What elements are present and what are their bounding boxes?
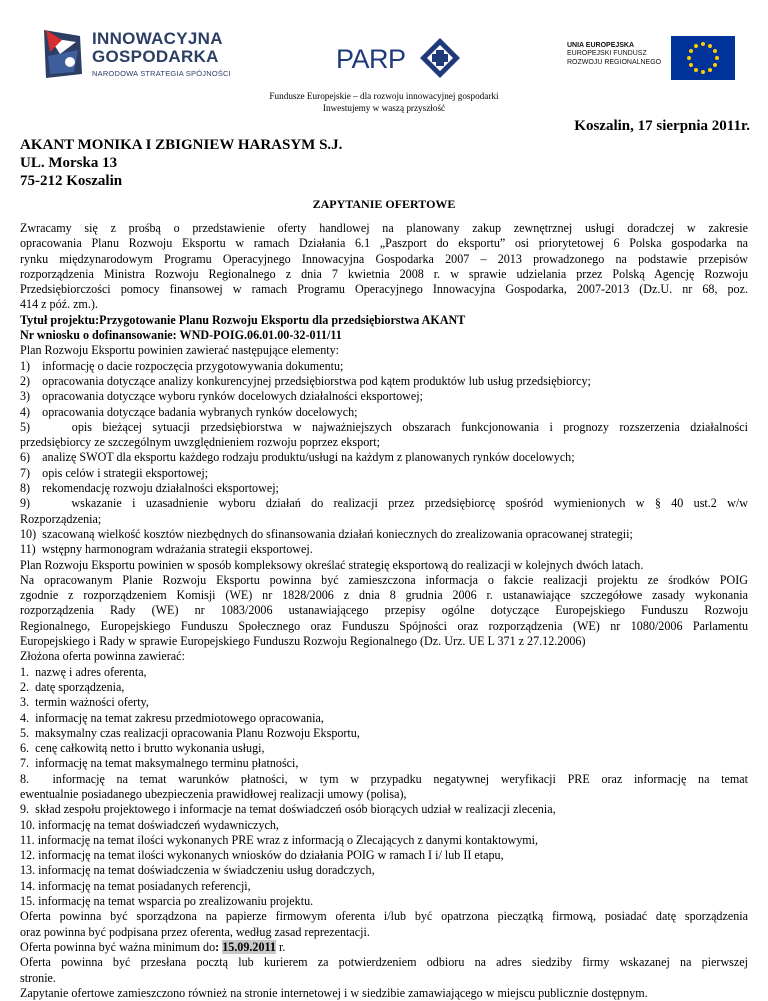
info-line: Europejskiego i Rady w sprawie Europejskiego Funduszu Rozwoju Regionalnego (Dz. Urz. UE L 371 z 27.12.2006)	[20, 634, 586, 649]
company-name: AKANT MONIKA I ZBIGNIEW HARASYM S.J.	[20, 137, 343, 153]
ig-logo-line1: INNOWACYJNA	[92, 29, 223, 48]
closing-line: stronie.	[20, 970, 56, 985]
document-date: Koszalin, 17 sierpnia 2011r.	[574, 118, 750, 134]
ig-logo-line3: NARODOWA STRATEGIA SPÓJNOŚCI	[92, 69, 231, 78]
document-body	[20, 221, 748, 1001]
offer-item: ewentualnie posiadanego ubezpieczenia prawidłowej realizacji umowy (polisa),	[20, 786, 407, 801]
eu-logo-line1: UNIA EUROPEJSKA	[567, 42, 635, 49]
ig-logo-mark-icon	[40, 28, 86, 80]
intro-line: rozporządzenia Ministra Rozwoju Regionalnego z dnia 7 kwietnia 2008 r. w sprawie udzielania przez Polską Agencję Rozwoju	[20, 266, 748, 281]
plan-intro: Plan Rozwoju Eksportu powinien zawierać następujące elementy:	[20, 343, 340, 358]
offer-item: 1. nazwę i adres oferenta,	[20, 664, 147, 679]
offer-item: 4. informację na temat zakresu przedmiotowego opracowania,	[20, 710, 324, 725]
validity-colon: :	[215, 939, 223, 954]
plan-item: 1) informację o dacie rozpoczęcia przygotowywania dokumentu;	[20, 358, 344, 373]
plan-item: 6) analizę SWOT dla eksportu każdego rodzaju produktu/usługi na każdym z planowanych rynków docelowych;	[20, 450, 575, 465]
plan-item: 2) opracowania dotyczące analizy konkurencyjnej przedsiębiorstwa pod kątem produktów lub usług przedsiębiorcy;	[20, 373, 591, 388]
closing-line: Zapytanie ofertowe zamieszczono również na stronie internetowej i w siedzibie zamawiającego w miejscu publicznie dostępnym.	[20, 985, 648, 1000]
plan-item: 5) opis bieżącej sytuacji przedsiębiorstwa w najważniejszych obszarach funkcjonowania i prognozy rozszerzenia działalności	[20, 419, 748, 434]
offer-item: 3. termin ważności oferty,	[20, 695, 149, 710]
info-line: Na opracowanym Planie Rozwoju Eksportu powinna być zamieszczona informacja o fakcie realizacji projektu ze środków POIG	[20, 572, 748, 587]
closing-line: oraz powinna być podpisana przez oferenta, według zasad reprezentacji.	[20, 924, 370, 939]
intro-line: 414 z póź. zm.).	[20, 297, 98, 312]
offer-item: 2. datę sporządzenia,	[20, 679, 125, 694]
plan-item: 7) opis celów i strategii eksportowej;	[20, 465, 209, 480]
plan-item: 3) opracowania dotyczące wyboru rynków docelowych działalności eksportowej;	[20, 389, 423, 404]
parp-logo-text: PARP	[336, 44, 406, 74]
info-line: rozporządzenia Rady (WE) nr 1083/2006 ustanawiającego przepisy ogólne dotyczące Europejskiego Funduszu Rozwoju	[20, 603, 748, 618]
info-line: zgodnie z rozporządzeniem Komisji (WE) nr 1828/2006 z dnia 8 grudnia 2006 r. ustanawiające szczegółowe zasady wykonania	[20, 588, 748, 603]
info-line: Regionalnego, Europejskiego Funduszu Społecznego oraz Funduszu Spójności oraz rozporządzenia (WE) nr 1080/2006 Parlamentu	[20, 618, 748, 633]
application-number: Nr wniosku o dofinansowanie: WND-POIG.06.01.00-32-011/11	[20, 328, 342, 343]
funds-slogan-line1: Fundusze Europejskie – dla rozwoju innowacyjnej gospodarki	[269, 91, 499, 101]
document-title: ZAPYTANIE OFERTOWE	[312, 197, 456, 211]
closing-line: Oferta powinna być przesłana pocztą lub kurierem za potwierdzeniem odbioru na adres siedziby firmy wskazanej na pierwszej	[20, 955, 748, 970]
parp-logo	[336, 38, 466, 78]
intro-line: Zwracamy się z prośbą o przedstawienie oferty handlowej na planowany zakup zewnętrznej usługi doradczej w zakresie	[20, 221, 748, 235]
validity-suffix: r.	[275, 939, 286, 954]
ig-logo-line2: GOSPODARKA	[92, 47, 219, 66]
validity-line	[20, 940, 748, 955]
intro-line: rynku międzynarodowym Programu Operacyjnego Innowacyjna Gospodarka 2007 – 2013 prowadzonego na podstawie przepisów	[20, 251, 748, 266]
validity-date: 15.09.2011	[222, 939, 276, 954]
company-address	[20, 136, 342, 190]
plan-item: 4) opracowania dotyczące badania wybranych rynków docelowych;	[20, 404, 358, 419]
plan-item: Rozporządzenia;	[20, 511, 102, 526]
offer-item: 13. informację na temat doświadczenia w świadczeniu usług doradczych,	[20, 863, 375, 878]
company-street: UL. Morska 13	[20, 155, 118, 171]
eu-logo	[567, 36, 737, 82]
offer-item: 12. informację na temat ilości wykonanych wniosków do działania POIG w ramach I i/ lub II etapu,	[20, 848, 504, 863]
page-header	[0, 0, 768, 120]
eu-logo-line2: EUROPEJSKI FUNDUSZ	[567, 50, 647, 57]
offer-item: 8. informację na temat warunków płatności, w tym w przypadku negatywnej weryfikacji PRE oraz informację na temat	[20, 771, 748, 786]
plan-item: 9) wskazanie i uzasadnienie wyboru działań do realizacji przez przedsiębiorcę spośród wymienionych w § 40 ust.2 w/w	[20, 496, 748, 511]
closing-line: Oferta powinna być sporządzona na papierze firmowym oferenta i/lub być opatrzona pieczątką firmową, posiadać datę sporządzenia	[20, 909, 748, 924]
validity-prefix: Oferta powinna być ważna minimum do	[20, 939, 216, 954]
offer-item: 9. skład zespołu projektowego i informacje na temat doświadczeń osób biorących udział w realizacji zlecenia,	[20, 802, 556, 817]
offer-item: 10. informację na temat doświadczeń wydawniczych,	[20, 817, 279, 832]
intro-line: opracowania Planu Rozwoju Eksportu w ramach Działania 6.1 „Paszport do eksportu” osi priorytetowej 6 Polska gospodarka na	[20, 236, 748, 251]
company-city: 75-212 Koszalin	[20, 173, 123, 189]
plan-item: 10) szacowaną wielkość kosztów niezbędnych do sfinansowania działań koniecznych do zrealizowania opracowanej strategii;	[20, 526, 633, 541]
eu-logo-line3: ROZWOJU REGIONALNEGO	[567, 59, 662, 66]
offer-item: 11. informację na temat ilości wykonanych PRE wraz z informacją o Zlecających z danymi kontaktowymi,	[20, 832, 539, 847]
offer-item: 7. informację na temat maksymalnego terminu płatności,	[20, 756, 299, 771]
intro-line: Przedsiębiorczości pomocy finansowej w ramach Programu Operacyjnego Innowacyjna Gospodarka, 2007-2013 (Dz.U. nr 68, poz.	[20, 282, 748, 297]
plan-scope: Plan Rozwoju Eksportu powinien w sposób kompleksowy określać strategię eksportową do realizacji w kolejnych dwóch latach.	[20, 557, 644, 572]
offer-intro: Złożona oferta powinna zawierać:	[20, 649, 185, 664]
eu-flag-icon	[671, 36, 735, 80]
innowacyjna-gospodarka-logo	[40, 28, 240, 86]
plan-item: 8) rekomendację rozwoju działalności eksportowej;	[20, 481, 279, 496]
project-title: Tytuł projektu:Przygotowanie Planu Rozwoju Eksportu dla przedsiębiorstwa AKANT	[20, 312, 466, 327]
parp-logo-mark-icon	[420, 38, 460, 78]
offer-item: 15. informację na temat wsparcia po zrealizowaniu projektu.	[20, 894, 314, 909]
offer-item: 14. informację na temat posiadanych referencji,	[20, 878, 251, 893]
offer-item: 6. cenę całkowitą netto i brutto wykonania usługi,	[20, 741, 265, 756]
plan-item: 11) wstępny harmonogram wdrażania strategii eksportowej.	[20, 542, 313, 557]
plan-item: przedsiębiorcy ze szczególnym uwzględnieniem rozwoju poprzez eksport;	[20, 435, 380, 450]
funds-slogan-line2: Inwestujemy w waszą przyszłość	[322, 103, 446, 113]
offer-item: 5. maksymalny czas realizacji opracowania Planu Rozwoju Eksportu,	[20, 725, 360, 740]
